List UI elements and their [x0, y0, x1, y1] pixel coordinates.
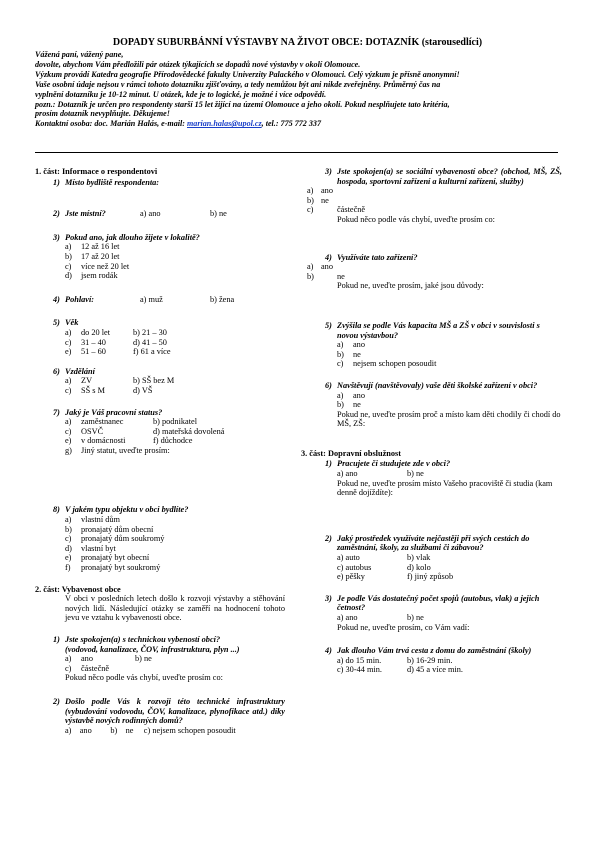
answer-b[interactable]: b) ne: [210, 209, 227, 219]
note: Pokud něco podle vás chybí, uveďte prosím co:: [337, 214, 495, 224]
question-3: 3) Pokud ano, jak dlouho žijete v lokalitě?: [53, 232, 200, 242]
option-row[interactable]: c) SŠ s M d) VŠ: [65, 385, 153, 395]
right-column: [301, 167, 562, 675]
contact-line: Kontaktní osoba: doc. Marián Halás, e-mail: marian.halas@upol.cz, tel.: 775 772 337: [35, 119, 322, 129]
option[interactable]: e) pronajatý byt obecní: [65, 553, 150, 563]
intro-line: Výzkum provádí Katedra geografie Přírodovědecké fakulty Univerzity Palackého v Olomouci. Celý výzkum je přísně anonymní!: [35, 69, 460, 79]
option[interactable]: c) více než 20 let: [65, 261, 130, 271]
section-1-title: 1. část: Informace o respondentovi: [35, 167, 158, 176]
option[interactable]: c) částečně: [65, 663, 110, 673]
contact-email-link[interactable]: marian.halas@upol.cz: [187, 119, 262, 129]
option[interactable]: d) vlastní byt: [65, 543, 116, 553]
option[interactable]: f) pronajatý byt soukromý: [65, 563, 161, 573]
question-3-3: 3) Je podle Vás dostatečný počet spojů (autobus, vlak) a jejich četnost?: [325, 593, 540, 613]
question-2-5: 5) Zvýšila se podle Vás kapacita MŠ a ZŠ v obci v souvislosti s novou výstavbou?: [325, 320, 540, 340]
option[interactable]: a) ano: [307, 186, 333, 196]
option-row[interactable]: c) OSVČ d) mateřská dovolená: [65, 426, 225, 436]
question-2-4: 4) Využíváte tato zařízení?: [325, 252, 418, 262]
answer-row[interactable]: a) ano b) ne c) nejsem schopen posoudit: [65, 725, 236, 735]
option-row[interactable]: a) do 20 let b) 21 – 30: [65, 327, 167, 337]
option-row[interactable]: e) 51 – 60 f) 61 a více: [65, 347, 171, 357]
question-8: 8) V jakém typu objektu v obci bydlíte?: [53, 505, 189, 515]
intro-line: pozn.: Dotazník je určen pro respondenty starší 15 let žijící na území Olomouce a jeho okolí. Pokud nesplňujete tato kritéria,: [35, 99, 450, 109]
question-3-1: 1) Pracujete či studujete zde v obci?: [325, 459, 451, 469]
header-divider: [35, 152, 558, 153]
note: Pokud něco podle vás chybí, uveďte prosím co:: [65, 673, 223, 683]
document-title: DOPADY SUBURBÁNNÍ VÝSTAVBY NA ŽIVOT OBCE: DOTAZNÍK (starousedlíci): [112, 37, 483, 48]
option[interactable]: c) pronajatý dům soukromý: [65, 534, 165, 544]
question-2-2: 2) Došlo podle Vás k rozvoji této technické infrastruktury (vybudování vodovodu, ČOV, kanalizace, plynofikace atd.) díky výstavbě nových rodinných domů?: [53, 696, 285, 726]
option[interactable]: a) 12 až 16 let: [65, 242, 120, 252]
note: Pokud ne, uveďte prosím, jaké jsou důvody:: [337, 281, 484, 291]
option[interactable]: a) ano: [337, 340, 365, 350]
option[interactable]: a) vlastní dům: [65, 515, 120, 525]
intro-line: Vaše osobní údaje nejsou v rámci tohoto dotazníku zjišťovány, a tedy nemůžou být ani nikde zveřejněny. Průměrný čas na: [35, 79, 441, 89]
question-3-2: 2) Jaký prostředek využíváte nejčastěji při svých cestách do zaměstnání, školy, za službami či zábavou?: [325, 533, 530, 553]
question-7: 7) Jaký je Váš pracovní status?: [53, 407, 163, 417]
left-column: [35, 167, 285, 735]
answer-a[interactable]: a) ano: [140, 209, 161, 219]
intro-line: dovolte, abychom Vám předložili pár otázek týkajících se dopadů nové výstavby v okolí Olomouce.: [35, 59, 361, 69]
question-4: 4) Pohlaví: a) muž b) žena: [53, 294, 235, 304]
option[interactable]: b) pronajatý dům obecní: [65, 524, 154, 534]
option-row[interactable]: e) pěšky f) jiný způsob: [337, 572, 454, 582]
intro-line: vyplnění dotazníku je 10-12 minut. U otázek, kde je to logické, je možné i více odpovědí.: [35, 89, 327, 99]
answer-b[interactable]: b) žena: [210, 294, 235, 304]
option[interactable]: b) ne: [337, 349, 361, 359]
question-6: 6) Vzdělání: [53, 366, 95, 376]
question-3-4: 4) Jak dlouho Vám trvá cesta z domu do zaměstnání (školy): [325, 646, 532, 656]
option[interactable]: b) ne: [307, 195, 329, 205]
option-row[interactable]: a) zaměstnanec b) podnikatel: [65, 417, 198, 427]
section-2-title: 2. část: Vybavenost obce: [35, 584, 121, 594]
option[interactable]: b) ne: [307, 271, 345, 281]
question-5: 5) Věk: [53, 318, 79, 328]
section-2-intro: V obci v posledních letech došlo k rozvoji výstavby a stěhování nových lidí. Následující otázky se zaměří na hodnocení tohoto jevu ve vztahu k vybavenosti obce.: [65, 594, 285, 623]
option-row[interactable]: c) 31 – 40 d) 41 – 50: [65, 337, 167, 347]
option-row[interactable]: a) ZV b) SŠ bez M: [65, 376, 175, 386]
option[interactable]: a) ano: [337, 390, 365, 400]
option-row[interactable]: a) auto b) vlak: [337, 553, 431, 563]
question-2-1: 1) Jste spokojen(a) s technickou vybeností obcí? (vodovod, kanalizace, ČOV, infrastruktura, plyn ...): [53, 635, 240, 654]
option-row[interactable]: e) v domácnosti f) důchodce: [65, 436, 193, 446]
option[interactable]: c) částečně: [307, 205, 366, 215]
question-1: 1) Místo bydliště respondenta:: [53, 177, 160, 187]
option-row[interactable]: a) ano b) ne: [337, 613, 424, 622]
intro-line: Vážená paní, vážený pane,: [35, 50, 124, 59]
question-2: 2) Jste místní? a) ano b) ne: [53, 209, 227, 219]
note: Pokud ne, uveďte prosím, co Vám vadí:: [337, 622, 470, 632]
option[interactable]: b) ne: [337, 400, 361, 410]
option[interactable]: c) nejsem schopen posoudit: [337, 359, 437, 369]
question-2-6: 6) Navštěvují (navštěvovaly) vaše děti školské zařízení v obci?: [325, 380, 538, 390]
option-row[interactable]: a) ano b) ne: [337, 469, 424, 479]
intro-line: prosím dotazník nevyplňujte. Děkujeme!: [35, 109, 170, 119]
intro-text: [35, 50, 565, 129]
option-row[interactable]: a) ano b) ne: [65, 654, 152, 664]
option[interactable]: b) 17 až 20 let: [65, 251, 120, 261]
note: Pokud ne, uveďte prosím místo Vašeho pracoviště či studia (kam denně dojíždíte):: [337, 478, 553, 498]
option[interactable]: g) Jiný statut, uveďte prosím:: [65, 445, 170, 455]
note: Pokud ne, uveďte prosím proč a místo kam děti chodily či chodí do MŠ, ZŠ:: [337, 409, 561, 429]
section-3-title: 3. část: Dopravní obslužnost: [301, 448, 402, 458]
option[interactable]: a) ano: [307, 262, 333, 272]
option-row[interactable]: c) autobus d) kolo: [337, 562, 431, 572]
option[interactable]: d) jsem rodák: [65, 271, 118, 281]
answer-a[interactable]: a) muž: [140, 294, 163, 304]
option-row[interactable]: a) do 15 min. b) 16-29 min.: [337, 655, 453, 665]
option-row[interactable]: c) 30-44 min. d) 45 a více min.: [337, 665, 463, 675]
question-2-3: 3) Jste spokojen(a) se sociální vybaveností obce? (obchod, MŠ, ZŠ, hospoda, sportovní zařízení a kulturní zařízení, služby): [325, 167, 562, 186]
